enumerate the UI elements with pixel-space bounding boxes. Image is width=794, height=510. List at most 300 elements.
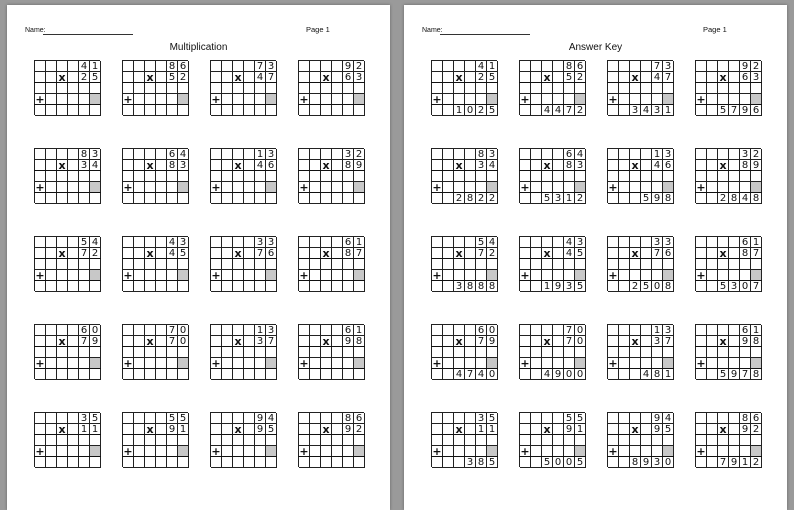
grid-cell bbox=[740, 435, 751, 446]
plus-sign: + bbox=[608, 269, 618, 282]
grid-cell bbox=[652, 435, 663, 446]
plus-sign: + bbox=[696, 93, 706, 106]
answer-digit: 8 bbox=[751, 369, 762, 380]
multiplicand-digit: 4 bbox=[663, 413, 674, 424]
multiplier-digit: 8 bbox=[343, 248, 354, 259]
grid-cell bbox=[321, 83, 332, 94]
answer-digit: 8 bbox=[476, 281, 487, 292]
grid-cell bbox=[751, 347, 762, 358]
plus-sign: + bbox=[432, 357, 442, 370]
answer-digit: 1 bbox=[564, 193, 575, 204]
multiplier-digit: 1 bbox=[90, 424, 101, 435]
grid-cell bbox=[641, 149, 652, 160]
grid-cell bbox=[46, 259, 57, 270]
grid-cell bbox=[178, 193, 189, 204]
grid-cell bbox=[619, 435, 630, 446]
multiplier-digit: 2 bbox=[575, 72, 586, 83]
sum-rule bbox=[607, 280, 674, 281]
grid-cell bbox=[167, 457, 178, 468]
problem-box bbox=[607, 324, 673, 379]
multiplier-digit: 5 bbox=[663, 424, 674, 435]
grid-cell bbox=[520, 413, 531, 424]
grid-cell bbox=[90, 369, 101, 380]
grid-cell bbox=[332, 105, 343, 116]
sum-rule bbox=[34, 280, 101, 281]
answer-digit: 4 bbox=[740, 193, 751, 204]
sum-rule bbox=[519, 104, 586, 105]
sum-rule bbox=[210, 258, 277, 259]
grid-cell bbox=[553, 61, 564, 72]
grid-cell bbox=[531, 105, 542, 116]
multiply-sign: x bbox=[145, 72, 156, 83]
grid-cell bbox=[487, 259, 498, 270]
plus-sign: + bbox=[608, 181, 618, 194]
answer-digit: 2 bbox=[575, 193, 586, 204]
grid-cell bbox=[145, 281, 156, 292]
problem-box bbox=[210, 60, 276, 115]
multiplicand-digit: 8 bbox=[79, 149, 90, 160]
sum-rule bbox=[431, 368, 498, 369]
grid-cell bbox=[443, 105, 454, 116]
grid-cell bbox=[718, 171, 729, 182]
grid-cell bbox=[266, 281, 277, 292]
multiplicand-digit: 1 bbox=[90, 61, 101, 72]
grid-cell bbox=[156, 171, 167, 182]
grid-cell bbox=[156, 193, 167, 204]
grid-cell bbox=[729, 61, 740, 72]
answer-digit: 4 bbox=[553, 105, 564, 116]
grid-cell bbox=[718, 435, 729, 446]
sum-rule bbox=[298, 346, 365, 347]
grid-cell bbox=[465, 61, 476, 72]
answer-digit: 7 bbox=[718, 457, 729, 468]
grid-cell bbox=[696, 193, 707, 204]
multiplicand-digit: 1 bbox=[751, 237, 762, 248]
grid-cell bbox=[332, 435, 343, 446]
answer-digit: 0 bbox=[564, 369, 575, 380]
page-title: Multiplication bbox=[169, 42, 228, 53]
plus-sign: + bbox=[299, 357, 309, 370]
grid-cell bbox=[575, 171, 586, 182]
grid-cell bbox=[57, 347, 68, 358]
sum-rule bbox=[431, 104, 498, 105]
grid-cell bbox=[299, 457, 310, 468]
multiplier-digit: 6 bbox=[266, 248, 277, 259]
grid-cell bbox=[354, 435, 365, 446]
grid-cell bbox=[564, 171, 575, 182]
answer-digit: 0 bbox=[487, 369, 498, 380]
page-title: Answer Key bbox=[568, 42, 623, 53]
grid-cell bbox=[729, 259, 740, 270]
multiplicand-digit: 3 bbox=[575, 237, 586, 248]
grid-cell bbox=[707, 105, 718, 116]
grid-cell bbox=[520, 237, 531, 248]
multiplicand-digit: 5 bbox=[79, 237, 90, 248]
grid-cell bbox=[718, 259, 729, 270]
grid-cell bbox=[608, 325, 619, 336]
multiply-sign: x bbox=[630, 160, 641, 171]
grid-cell bbox=[619, 325, 630, 336]
sum-rule bbox=[210, 368, 277, 369]
grid-cell bbox=[211, 413, 222, 424]
grid-cell bbox=[663, 83, 674, 94]
grid-cell bbox=[134, 149, 145, 160]
grid-cell bbox=[465, 237, 476, 248]
grid-cell bbox=[321, 105, 332, 116]
multiplicand-digit: 4 bbox=[167, 237, 178, 248]
answer-digit: 5 bbox=[575, 457, 586, 468]
grid-cell bbox=[443, 457, 454, 468]
answer-digit: 3 bbox=[465, 457, 476, 468]
multiplier-digit: 7 bbox=[652, 248, 663, 259]
problem-box bbox=[695, 60, 761, 115]
plus-sign: + bbox=[123, 269, 133, 282]
grid-cell bbox=[663, 435, 674, 446]
grid-cell bbox=[553, 83, 564, 94]
multiplicand-digit: 5 bbox=[575, 413, 586, 424]
grid-cell bbox=[707, 369, 718, 380]
multiplier-digit: 9 bbox=[740, 336, 751, 347]
grid-cell bbox=[35, 369, 46, 380]
multiplier-digit: 2 bbox=[90, 248, 101, 259]
grid-cell bbox=[299, 61, 310, 72]
grid-cell bbox=[79, 369, 90, 380]
grid-cell bbox=[553, 149, 564, 160]
answer-digit: 8 bbox=[465, 193, 476, 204]
grid-cell bbox=[443, 347, 454, 358]
grid-cell bbox=[520, 325, 531, 336]
grid-cell bbox=[68, 457, 79, 468]
sum-rule bbox=[122, 258, 189, 259]
grid-cell bbox=[310, 281, 321, 292]
multiplier-digit: 9 bbox=[255, 424, 266, 435]
grid-cell bbox=[729, 237, 740, 248]
multiplier-digit: 7 bbox=[354, 248, 365, 259]
grid-cell bbox=[608, 105, 619, 116]
multiplicand-digit: 2 bbox=[354, 149, 365, 160]
grid-cell bbox=[641, 413, 652, 424]
grid-cell bbox=[432, 237, 443, 248]
problem-box bbox=[34, 412, 100, 467]
grid-cell bbox=[266, 435, 277, 446]
multiplier-digit: 7 bbox=[751, 248, 762, 259]
grid-cell bbox=[233, 259, 244, 270]
grid-cell bbox=[443, 193, 454, 204]
grid-cell bbox=[432, 281, 443, 292]
grid-cell bbox=[332, 83, 343, 94]
multiplicand-digit: 1 bbox=[255, 149, 266, 160]
grid-cell bbox=[35, 105, 46, 116]
grid-cell bbox=[487, 83, 498, 94]
grid-cell bbox=[652, 259, 663, 270]
multiply-sign: x bbox=[321, 424, 332, 435]
multiplier-digit: 7 bbox=[564, 336, 575, 347]
grid-cell bbox=[255, 435, 266, 446]
multiplicand-digit: 3 bbox=[343, 149, 354, 160]
grid-cell bbox=[255, 171, 266, 182]
answer-digit: 0 bbox=[465, 105, 476, 116]
sum-rule bbox=[298, 434, 365, 435]
multiplier-digit: 4 bbox=[487, 160, 498, 171]
multiplicand-digit: 3 bbox=[178, 237, 189, 248]
grid-cell bbox=[90, 435, 101, 446]
answer-digit: 7 bbox=[564, 105, 575, 116]
grid-cell bbox=[443, 281, 454, 292]
plus-sign: + bbox=[432, 181, 442, 194]
grid-cell bbox=[520, 457, 531, 468]
multiplier-digit: 7 bbox=[266, 336, 277, 347]
plus-sign: + bbox=[35, 93, 45, 106]
answer-digit: 3 bbox=[553, 193, 564, 204]
sum-rule bbox=[607, 192, 674, 193]
grid-cell bbox=[46, 435, 57, 446]
answer-digit: 7 bbox=[729, 105, 740, 116]
grid-cell bbox=[123, 369, 134, 380]
multiplicand-digit: 7 bbox=[255, 61, 266, 72]
grid-cell bbox=[707, 325, 718, 336]
sum-rule bbox=[210, 82, 277, 83]
answer-digit: 2 bbox=[718, 193, 729, 204]
grid-cell bbox=[134, 413, 145, 424]
grid-cell bbox=[608, 193, 619, 204]
sum-rule bbox=[431, 170, 498, 171]
grid-cell bbox=[310, 325, 321, 336]
multiply-sign: x bbox=[321, 72, 332, 83]
grid-cell bbox=[68, 105, 79, 116]
multiplier-digit: 5 bbox=[90, 72, 101, 83]
sum-rule bbox=[34, 434, 101, 435]
name-label: Name: bbox=[422, 27, 443, 34]
multiplicand-digit: 8 bbox=[167, 61, 178, 72]
grid-cell bbox=[178, 347, 189, 358]
grid-cell bbox=[630, 259, 641, 270]
answer-digit: 9 bbox=[729, 457, 740, 468]
multiply-sign: x bbox=[630, 248, 641, 259]
grid-cell bbox=[211, 369, 222, 380]
grid-cell bbox=[123, 281, 134, 292]
grid-cell bbox=[222, 259, 233, 270]
grid-cell bbox=[57, 435, 68, 446]
grid-cell bbox=[321, 435, 332, 446]
multiply-sign: x bbox=[630, 336, 641, 347]
answer-digit: 2 bbox=[476, 105, 487, 116]
grid-cell bbox=[134, 369, 145, 380]
grid-cell bbox=[90, 457, 101, 468]
problem-box bbox=[210, 236, 276, 291]
grid-cell bbox=[134, 105, 145, 116]
multiplicand-digit: 4 bbox=[487, 237, 498, 248]
sum-rule bbox=[122, 82, 189, 83]
sum-rule bbox=[519, 346, 586, 347]
grid-cell bbox=[619, 413, 630, 424]
grid-cell bbox=[354, 457, 365, 468]
multiplier-digit: 4 bbox=[255, 160, 266, 171]
sum-rule bbox=[519, 434, 586, 435]
grid-cell bbox=[641, 435, 652, 446]
sum-rule bbox=[298, 280, 365, 281]
grid-cell bbox=[156, 149, 167, 160]
grid-cell bbox=[211, 281, 222, 292]
answer-digit: 9 bbox=[553, 281, 564, 292]
grid-cell bbox=[354, 105, 365, 116]
grid-cell bbox=[630, 369, 641, 380]
grid-cell bbox=[707, 171, 718, 182]
answer-digit: 8 bbox=[729, 193, 740, 204]
multiplier-digit: 7 bbox=[663, 336, 674, 347]
sum-rule bbox=[607, 346, 674, 347]
multiplicand-digit: 6 bbox=[740, 325, 751, 336]
multiplier-digit: 6 bbox=[740, 72, 751, 83]
grid-cell bbox=[343, 193, 354, 204]
grid-cell bbox=[332, 281, 343, 292]
sum-rule bbox=[431, 258, 498, 259]
grid-cell bbox=[68, 435, 79, 446]
answer-digit: 1 bbox=[740, 457, 751, 468]
grid-cell bbox=[46, 193, 57, 204]
multiply-sign: x bbox=[542, 160, 553, 171]
grid-cell bbox=[652, 347, 663, 358]
grid-cell bbox=[123, 149, 134, 160]
grid-cell bbox=[266, 457, 277, 468]
grid-cell bbox=[156, 237, 167, 248]
sum-rule bbox=[695, 104, 762, 105]
grid-cell bbox=[542, 347, 553, 358]
grid-cell bbox=[332, 237, 343, 248]
grid-cell bbox=[321, 457, 332, 468]
grid-cell bbox=[707, 83, 718, 94]
grid-cell bbox=[531, 61, 542, 72]
grid-cell bbox=[167, 347, 178, 358]
grid-cell bbox=[68, 237, 79, 248]
multiplier-digit: 4 bbox=[564, 248, 575, 259]
problem-box bbox=[431, 148, 497, 203]
grid-cell bbox=[310, 237, 321, 248]
grid-cell bbox=[310, 193, 321, 204]
problem-box bbox=[431, 236, 497, 291]
multiplier-digit: 7 bbox=[476, 248, 487, 259]
grid-cell bbox=[553, 325, 564, 336]
grid-cell bbox=[299, 237, 310, 248]
grid-cell bbox=[90, 105, 101, 116]
problem-box bbox=[210, 412, 276, 467]
grid-cell bbox=[134, 171, 145, 182]
grid-cell bbox=[707, 193, 718, 204]
multiplicand-digit: 6 bbox=[79, 325, 90, 336]
multiplier-digit: 2 bbox=[476, 72, 487, 83]
grid-cell bbox=[57, 457, 68, 468]
sum-rule bbox=[34, 456, 101, 457]
grid-cell bbox=[443, 83, 454, 94]
answer-digit: 5 bbox=[718, 105, 729, 116]
multiplier-digit: 6 bbox=[266, 160, 277, 171]
sum-rule bbox=[519, 258, 586, 259]
grid-cell bbox=[432, 149, 443, 160]
grid-cell bbox=[145, 105, 156, 116]
grid-cell bbox=[619, 369, 630, 380]
grid-cell bbox=[454, 83, 465, 94]
grid-cell bbox=[454, 171, 465, 182]
grid-cell bbox=[321, 369, 332, 380]
grid-cell bbox=[465, 347, 476, 358]
multiplicand-digit: 3 bbox=[79, 413, 90, 424]
sum-rule bbox=[695, 192, 762, 193]
grid-cell bbox=[608, 149, 619, 160]
grid-cell bbox=[652, 171, 663, 182]
grid-cell bbox=[57, 171, 68, 182]
multiplier-digit: 5 bbox=[167, 72, 178, 83]
grid-cell bbox=[145, 83, 156, 94]
sum-rule bbox=[122, 280, 189, 281]
grid-cell bbox=[454, 347, 465, 358]
grid-cell bbox=[178, 281, 189, 292]
answer-key-page bbox=[404, 5, 787, 510]
answer-digit: 1 bbox=[454, 105, 465, 116]
multiplicand-digit: 9 bbox=[652, 413, 663, 424]
multiplicand-digit: 4 bbox=[575, 149, 586, 160]
grid-cell bbox=[79, 435, 90, 446]
grid-cell bbox=[641, 83, 652, 94]
grid-cell bbox=[476, 171, 487, 182]
answer-digit: 7 bbox=[751, 281, 762, 292]
grid-cell bbox=[663, 171, 674, 182]
grid-cell bbox=[233, 457, 244, 468]
multiplier-digit: 1 bbox=[575, 424, 586, 435]
multiplicand-digit: 3 bbox=[476, 413, 487, 424]
grid-cell bbox=[443, 413, 454, 424]
problem-box bbox=[298, 60, 364, 115]
grid-cell bbox=[222, 457, 233, 468]
grid-cell bbox=[619, 149, 630, 160]
answer-digit: 2 bbox=[454, 193, 465, 204]
grid-cell bbox=[310, 149, 321, 160]
answer-digit: 2 bbox=[575, 105, 586, 116]
grid-cell bbox=[244, 369, 255, 380]
grid-cell bbox=[321, 193, 332, 204]
grid-cell bbox=[564, 83, 575, 94]
multiply-sign: x bbox=[542, 248, 553, 259]
answer-digit: 5 bbox=[641, 281, 652, 292]
grid-cell bbox=[145, 457, 156, 468]
grid-cell bbox=[354, 259, 365, 270]
multiply-sign: x bbox=[233, 248, 244, 259]
multiplier-digit: 8 bbox=[740, 248, 751, 259]
grid-cell bbox=[531, 237, 542, 248]
answer-digit: 7 bbox=[740, 369, 751, 380]
sum-rule bbox=[519, 170, 586, 171]
multiply-sign: x bbox=[145, 336, 156, 347]
plus-sign: + bbox=[432, 445, 442, 458]
answer-grid bbox=[404, 5, 787, 510]
sum-rule bbox=[607, 434, 674, 435]
grid-cell bbox=[520, 281, 531, 292]
grid-cell bbox=[57, 105, 68, 116]
grid-cell bbox=[35, 61, 46, 72]
grid-cell bbox=[244, 259, 255, 270]
multiplier-digit: 1 bbox=[79, 424, 90, 435]
sum-rule bbox=[431, 456, 498, 457]
problem-box bbox=[34, 60, 100, 115]
grid-cell bbox=[123, 413, 134, 424]
multiplier-digit: 9 bbox=[90, 336, 101, 347]
multiplicand-digit: 6 bbox=[476, 325, 487, 336]
multiplier-digit: 4 bbox=[652, 160, 663, 171]
grid-cell bbox=[443, 259, 454, 270]
grid-cell bbox=[46, 171, 57, 182]
grid-cell bbox=[35, 149, 46, 160]
grid-cell bbox=[354, 347, 365, 358]
multiplier-digit: 3 bbox=[476, 160, 487, 171]
problem-box bbox=[122, 236, 188, 291]
